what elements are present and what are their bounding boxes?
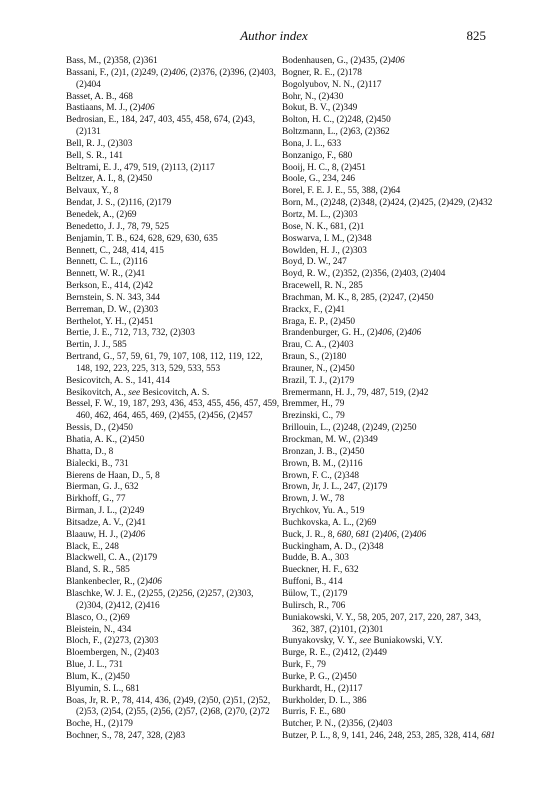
index-entry: Borel, F. E. J. E., 55, 388, (2)64 — [282, 186, 401, 197]
index-entry: Brazil, T. J., (2)179 — [282, 375, 355, 386]
index-entry: Berthelot, Y. H., (2)451 — [66, 316, 154, 327]
index-entry: Bell, R. J., (2)303 — [66, 138, 133, 149]
index-entry: Boltzmann, L., (2)63, (2)362 — [282, 127, 390, 138]
index-entry: Berkson, E., 414, (2)42 — [66, 281, 154, 292]
index-entry: Bessel, F. W., 19, 187, 293, 436, 453, 455, 456, 457, 459, 460, 462, 464, 465, 469, (2)455, (2)456, (2)457 — [66, 399, 280, 422]
index-entry: Bülow, T., (2)179 — [282, 588, 348, 599]
index-entry: Bowlden, H. J., (2)303 — [282, 245, 367, 256]
index-entry: Bose, N. K., 681, (2)1 — [282, 221, 365, 232]
index-entry: Bhatia, A. K., (2)450 — [66, 435, 145, 445]
index-entry: Bialecki, B., 731 — [66, 458, 129, 469]
index-entry: Brezinski, C., 79 — [282, 411, 345, 422]
index-entry: Brauner, N., (2)450 — [282, 363, 355, 374]
index-entry: Braun, S., (2)180 — [282, 352, 347, 363]
index-entry: Boole, G., 234, 246 — [282, 174, 356, 185]
page-header — [0, 28, 548, 44]
index-entry: Bastiaans, M. J., (2)406 — [66, 103, 155, 114]
index-entry: Benedek, A., (2)69 — [66, 209, 137, 220]
index-entry: Bernstein, S. N. 343, 344 — [66, 292, 160, 303]
index-entry: Birman, J. L., (2)249 — [66, 506, 145, 517]
index-entry: Bokut, B. V., (2)349 — [282, 103, 358, 114]
index-entry: Brillouin, L., (2)248, (2)249, (2)250 — [282, 423, 417, 434]
index-entry: Bass, M., (2)358, (2)361 — [66, 56, 158, 66]
index-entry: Butzer, P. L., 8, 9, 141, 246, 248, 253, 285, 328, 414, 681 — [282, 731, 496, 742]
index-entry: Besikovitch, A., see Besicovitch, A. S. — [66, 387, 210, 398]
index-entry: Blyumin, S. L., 681 — [66, 683, 140, 694]
index-entry: Budde, B. A., 303 — [282, 553, 349, 564]
index-entry: Burris, F. E., 680 — [282, 707, 346, 718]
index-entry: Bogner, R. E., (2)178 — [282, 67, 362, 78]
index-entry: Burkhardt, H., (2)117 — [282, 683, 363, 694]
index-entry: Beltrami, E. J., 479, 519, (2)113, (2)117 — [66, 162, 215, 173]
index-entry: Bohr, N., (2)430 — [282, 91, 344, 102]
index-entry: Blaauw, H. J., (2)406 — [66, 529, 146, 540]
index-entry: Buniakowski, V. Y., 58, 205, 207, 217, 220, 287, 343, 362, 387, (2)101, (2)301 — [282, 612, 482, 635]
index-entry: Bassani, F., (2)1, (2)249, (2)406, (2)376, (2)396, (2)403, (2)404 — [66, 67, 276, 90]
index-entry: Brown, J. W., 78 — [282, 494, 345, 505]
index-entry: Bennett, C., 248, 414, 415 — [66, 245, 164, 256]
index-entry: Blankenbecler, R., (2)406 — [66, 577, 162, 588]
index-entry: Besicovitch, A. S., 141, 414 — [66, 375, 171, 386]
index-entry: Booij, H. C., 8, (2)451 — [282, 162, 366, 173]
index-entry: Bronzan, J. B., (2)450 — [282, 446, 365, 457]
index-entry: Brachman, M. K., 8, 285, (2)247, (2)450 — [282, 292, 434, 303]
index-entry: Bulirsch, R., 706 — [282, 600, 346, 611]
index-entry: Buffoni, B., 414 — [282, 577, 343, 588]
index-entry: Buchkovska, A. L., (2)69 — [282, 517, 377, 528]
index-entry: Bell, S. R., 141 — [66, 150, 124, 161]
index-entry: Boche, H., (2)179 — [66, 719, 133, 730]
index-entry: Berreman, D. W., (2)303 — [66, 304, 159, 315]
index-entry: Bloch, F., (2)273, (2)303 — [66, 636, 159, 647]
index-entry: Benedetto, J. J., 78, 79, 525 — [66, 221, 170, 232]
index-entry: Bierman, G. J., 632 — [66, 482, 139, 493]
running-title: Author index — [240, 28, 308, 43]
index-entry: Bessis, D., (2)450 — [66, 423, 133, 434]
index-entry: Boas, Jr, R. P., 78, 414, 436, (2)49, (2)50, (2)51, (2)52, (2)53, (2)54, (2)55, (2)56, (2)57, (2)68, (2)70, (2)72 — [66, 695, 271, 718]
index-entry: Blaschke, W. J. E., (2)255, (2)256, (2)257, (2)303, (2)304, (2)412, (2)416 — [66, 588, 254, 611]
index-entry: Bracewell, R. N., 285 — [282, 281, 363, 292]
index-entry: Boswarva, I. M., (2)348 — [282, 233, 372, 244]
index-entry: Boyd, D. W., 247 — [282, 257, 347, 268]
index-entry: Bhatta, D., 8 — [66, 446, 114, 457]
index-entry: Brown, B. M., (2)116 — [282, 458, 363, 469]
index-entry: Blum, K., (2)450 — [66, 671, 130, 682]
index-entry: Blasco, O., (2)69 — [66, 612, 130, 623]
index-entry: Bremermann, H. J., 79, 487, 519, (2)42 — [282, 387, 429, 398]
index-entry: Brown, Jr, J. L., 247, (2)179 — [282, 482, 388, 493]
index-entry: Bertie, J. E., 712, 713, 732, (2)303 — [66, 328, 195, 339]
index-entry: Burge, R. E., (2)412, (2)449 — [282, 648, 387, 659]
index-entry: Bierens de Haan, D., 5, 8 — [66, 470, 160, 481]
index-entry: Burke, P. G., (2)450 — [282, 671, 357, 682]
index-entry: Braga, E. P., (2)450 — [282, 316, 356, 327]
index-column-left — [66, 56, 280, 743]
index-entry: Bendat, J. S., (2)116, (2)179 — [66, 198, 172, 209]
index-entry: Butcher, P. N., (2)356, (2)403 — [282, 719, 393, 730]
index-entry: Bedrosian, E., 184, 247, 403, 455, 458, 674, (2)43, (2)131 — [66, 115, 256, 138]
index-entry: Bochner, S., 78, 247, 328, (2)83 — [66, 731, 186, 742]
index-entry: Bennett, W. R., (2)41 — [66, 269, 146, 280]
index-entry: Blackwell, C. A., (2)179 — [66, 553, 158, 564]
index-entry: Birkhoff, G., 77 — [66, 494, 126, 505]
index-entry: Black, E., 248 — [66, 541, 119, 552]
index-entry: Burk, F., 79 — [282, 660, 326, 671]
index-entry: Brandenburger, G. H., (2)406, (2)406 — [282, 328, 422, 339]
index-entry: Belvaux, Y., 8 — [66, 186, 119, 197]
page-number: 825 — [466, 28, 486, 43]
index-entry: Bonzanigo, F., 680 — [282, 150, 353, 161]
index-entry: Bremmer, H., 79 — [282, 399, 345, 410]
index-entry: Buckingham, A. D., (2)348 — [282, 541, 384, 552]
index-entry: Bolton, H. C., (2)248, (2)450 — [282, 115, 391, 126]
index-entry: Boyd, R. W., (2)352, (2)356, (2)403, (2)404 — [282, 269, 446, 280]
index-entry: Brau, C. A., (2)403 — [282, 340, 354, 351]
index-column-right — [282, 56, 496, 743]
index-entry: Bennett, C. L., (2)116 — [66, 257, 148, 268]
index-entry: Buck, J. R., 8, 680, 681 (2)406, (2)406 — [282, 529, 427, 540]
index-entry: Bunyakovsky, V. Y., see Buniakowski, V.Y. — [282, 636, 443, 647]
index-entry: Bogolyubov, N. N., (2)117 — [282, 79, 382, 90]
index-entry: Beltzer, A. I., 8, (2)450 — [66, 174, 153, 185]
index-entry: Bloembergen, N., (2)403 — [66, 648, 160, 659]
index-entry: Bertrand, G., 57, 59, 61, 79, 107, 108, 112, 119, 122, 148, 192, 223, 225, 313, 529, 533, 553 — [66, 352, 263, 374]
index-entry: Bitsadze, A. V., (2)41 — [66, 517, 146, 528]
index-entry: Brown, F. C., (2)348 — [282, 470, 359, 481]
index-entry: Bortz, M. L., (2)303 — [282, 209, 358, 220]
index-entry: Burkholder, D. L., 386 — [282, 695, 367, 706]
index-entry: Bland, S. R., 585 — [66, 565, 130, 576]
index-entry: Bueckner, H. F., 632 — [282, 565, 359, 576]
index-entry: Brychkov, Yu. A., 519 — [282, 506, 365, 517]
index-entry: Born, M., (2)248, (2)348, (2)424, (2)425, (2)429, (2)432 — [282, 198, 493, 209]
index-entry: Bodenhausen, G., (2)435, (2)406 — [282, 56, 405, 66]
index-entry: Bona, J. L., 633 — [282, 138, 342, 149]
index-entry: Brockman, M. W., (2)349 — [282, 435, 378, 445]
index-entry: Brackx, F., (2)41 — [282, 304, 346, 315]
index-entry: Basset, A. B., 468 — [66, 91, 133, 102]
index-entry: Bertin, J. J., 585 — [66, 340, 127, 351]
index-entry: Benjamin, T. B., 624, 628, 629, 630, 635 — [66, 233, 218, 244]
index-entry: Bleistein, N., 434 — [66, 624, 132, 635]
index-entry: Blue, J. L., 731 — [66, 660, 124, 671]
